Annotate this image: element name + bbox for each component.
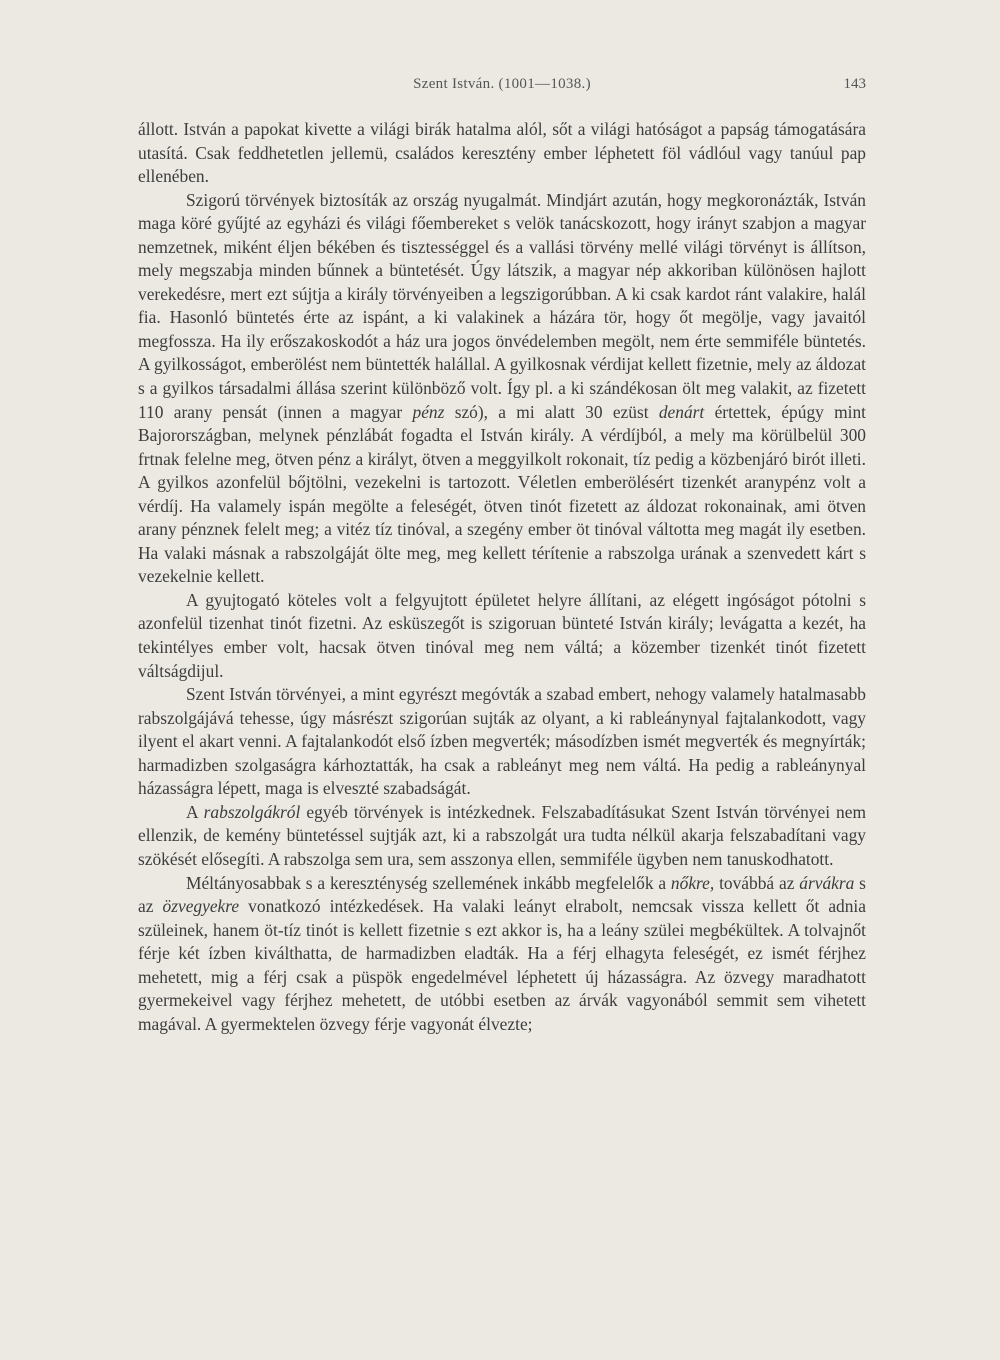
paragraph-6-text-c: s az	[138, 872, 866, 917]
paragraph-2-text-c: értettek, épúgy mint Bajorországban, melynek pénzlábát fogadta el István király. A vérdíjból, a mely ma körülbelül 300 frtnak felelne meg, ötven pénz a királyt, ötven a meggyilkolt rokonait, tíz pedig a közbenjáró birót illeti. A gyilkos azonfelül bőjtölni, vezekelni is tartozott. Véletlen emberölésért tizenkét aranypénz volt a vérdíj. Ha valamely ispán megölte a feleségét, ötven tinót fizetett az áldozat rokonainak, ami ötven arany pénznek felelt meg; a vitéz tíz tinóval, a szegény ember öt tinóval váltotta meg magát ily esetben. Ha valaki másnak a rabszolgáját ölte meg, meg kellett térítenie a rabszolga urának a szenvedett kárt s vezekelnie kellett.	[138, 401, 866, 587]
paragraph-5-text: egyéb törvények is intézkednek. Felszabadításukat Szent István törvényei nem ellenzik, de kemény büntetéssel sujtják azt, ki a rabszolgát ura tudta nélkül akarja felszabadítani vagy szökését elősegíti. A rabszolga sem ura, sem asszonya ellen, semmiféle ügyben nem tanuskodhatott.	[138, 801, 867, 869]
italic-ozvegyekre: özvegyekre	[162, 896, 240, 917]
italic-penz: pénz	[412, 401, 445, 422]
body-text	[138, 118, 866, 1036]
paragraph-5	[138, 801, 866, 872]
italic-arvakra: árvákra	[799, 872, 855, 893]
paragraph-2	[138, 189, 866, 589]
running-head: Szent István. (1001—1038.)	[413, 76, 591, 92]
paragraph-6-text-d: vonatkozó intézkedések. Ha valaki leányt elrabolt, nemcsak vissza kellett őt adnia szüleinek, hanem öt-tíz tinót is kellett fizetnie s ezt akkor is, ha a leány szülei megbékültek. A tolvajnőt férje két ízben kiválthatta, de harmadizben eladták. Ha a férj elhagyta feleségét, ez ismét férjhez mehetett, mig a férj csak a püspök engedelmével léphetett új házasságra. Az özvegy maradhatott gyermekeivel vagy férjhez mehetett, de utóbbi esetben az árvák vagyonából semmit sem vihetett magával. A gyermektelen özvegy férje vagyonát élvezte;	[138, 896, 866, 1034]
paragraph-2-text: Szigorú törvények biztosíták az ország nyugalmát. Mindjárt azután, hogy megkoronázták, István maga köré gyűjté az egyházi és világi főembereket s velök tanácskozott, hogy irányt szabjon a magyar nemzetnek, miként éljen békében és tisztességgel és a vallási törvény mellé világi törvényt is állítson, mely megszabja minden bűnnek a büntetését. Úgy látszik, a magyar nép akkoriban különösen hajlott verekedésre, mert ezt sújtja a király törvényeiben a legszigorúbban. A ki csak kardot ránt valakire, halál fia. Hasonló büntetés érte az ispánt, a ki valakinek a házára tör, hogy őt megölje, vagy javaitól megfossza. Ha ily erőszakoskodót a ház ura jogos önvédelemben megölt, nem érte semmiféle büntetés. A gyilkosságot, emberölést nem büntették halállal. A gyilkosnak vérdijat kellett fizetnie, mely az áldozat s a gyilkos társadalmi állása szerint különböző volt. Így pl. a ki szándékosan ölt meg valakit, az fizetett 110 arany pensát (innen a magyar	[138, 189, 866, 422]
paragraph-5-lead: A	[186, 801, 198, 822]
paragraph-3: A gyujtogató köteles volt a felgyujtott épületet helyre állítani, az elégett ingóságot pótolni s azonfelül tizenhat tinót fizetni. Az esküszegőt is szigoruan bünteté István király; levágatta a kezét, ha tekintélyes ember volt, hacsak ötven tinóval meg nem váltá; a közember tizenkét tinót fizetett váltságdijul.	[138, 589, 866, 681]
italic-rabszolgakrol: rabszolgákról	[203, 801, 301, 822]
italic-denart: denárt	[658, 401, 705, 422]
page-header	[138, 76, 866, 100]
page-number: 143	[843, 76, 866, 92]
paragraph-6	[138, 872, 866, 1037]
italic-nokre: nőkre,	[670, 872, 715, 893]
paragraph-4: Szent István törvényei, a mint egyrészt megóvták a szabad embert, nehogy valamely hatalmasabb rabszolgájává tehesse, úgy másrészt szigorúan sujták az olyant, a ki rableánynyal fajtalankodott, vagy ilyent el akart venni. A fajtalankodót első ízben megverték; másodízben ismét megverték és megnyírták; harmadizben szolgaságra kárhoztatták, ha csak a rableányt meg nem váltá. Ha pedig a rableánynyal házasságra lépett, maga is elveszté szabadságát.	[138, 684, 866, 799]
paragraph-1: állott. István a papokat kivette a világi birák hatalma alól, sőt a világi hatóságot a papság támogatására utasítá. Csak feddhetetlen jellemü, családos keresztény ember léphetett föl vádlóul vagy tanúul pap ellenében.	[138, 119, 866, 187]
paragraph-2-text-b: szó), a mi alatt 30 ezüst	[454, 401, 649, 422]
paragraph-6-text-b: továbbá az	[719, 872, 795, 893]
paragraph-6-text: Méltányosabbak s a kereszténység szellemének inkább megfelelők a	[186, 872, 667, 893]
